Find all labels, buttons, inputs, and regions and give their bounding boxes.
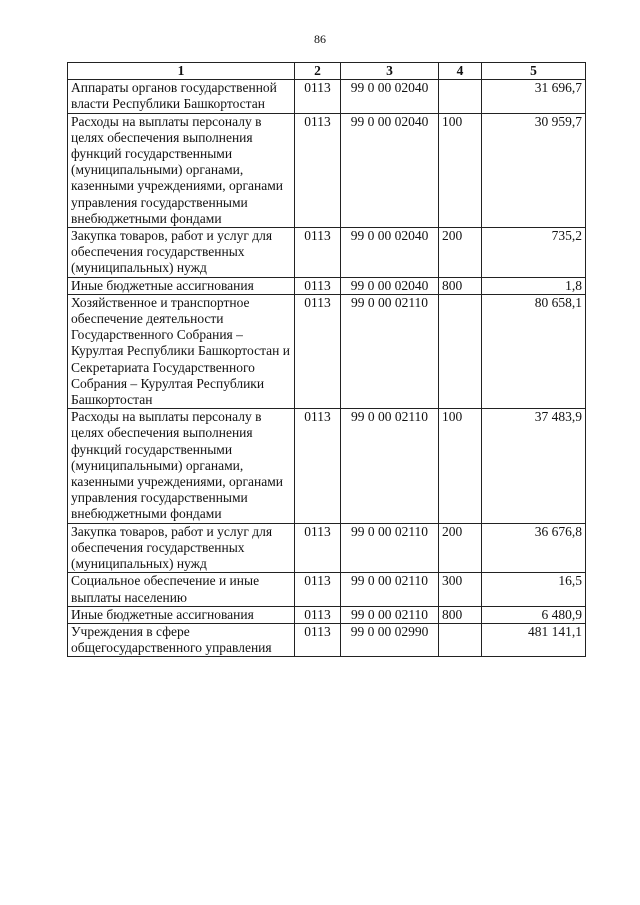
budget-table: [67, 62, 586, 657]
row-section: 0113: [295, 80, 341, 113]
table-row: [68, 623, 586, 656]
row-article: 99 0 00 02110: [341, 294, 439, 408]
table-row: [68, 606, 586, 623]
row-article: 99 0 00 02110: [341, 573, 439, 606]
row-expense-type: [439, 623, 482, 656]
table-header: [68, 63, 586, 80]
row-article: 99 0 00 02040: [341, 80, 439, 113]
row-amount: 6 480,9: [482, 606, 586, 623]
row-section: 0113: [295, 573, 341, 606]
row-amount: 30 959,7: [482, 113, 586, 227]
row-amount: 735,2: [482, 228, 586, 278]
row-section: 0113: [295, 606, 341, 623]
row-name: Хозяйственное и транспортное обеспечение деятельности Государственного Собрания – Курултая Республики Башкортостан и Секретариата Государственного Собрания – Курултая Республики Башкортостан: [68, 294, 295, 408]
row-article: 99 0 00 02110: [341, 523, 439, 573]
table-row: [68, 294, 586, 408]
table-row: [68, 409, 586, 523]
row-amount: 16,5: [482, 573, 586, 606]
row-name: Аппараты органов государственной власти Республики Башкортостан: [68, 80, 295, 113]
row-amount: 80 658,1: [482, 294, 586, 408]
header-row: [68, 63, 586, 80]
row-amount: 481 141,1: [482, 623, 586, 656]
row-name: Социальное обеспечение и иные выплаты населению: [68, 573, 295, 606]
row-name: Закупка товаров, работ и услуг для обеспечения государственных (муниципальных) нужд: [68, 228, 295, 278]
row-section: 0113: [295, 294, 341, 408]
table-row: [68, 523, 586, 573]
table-body: [68, 80, 586, 657]
column-header-3: 3: [341, 63, 439, 80]
row-expense-type: [439, 294, 482, 408]
row-amount: 36 676,8: [482, 523, 586, 573]
row-expense-type: 100: [439, 409, 482, 523]
row-expense-type: [439, 80, 482, 113]
row-amount: 31 696,7: [482, 80, 586, 113]
row-article: 99 0 00 02040: [341, 228, 439, 278]
row-section: 0113: [295, 277, 341, 294]
row-section: 0113: [295, 113, 341, 227]
table-row: [68, 277, 586, 294]
row-expense-type: 800: [439, 606, 482, 623]
column-header-2: 2: [295, 63, 341, 80]
column-header-5: 5: [482, 63, 586, 80]
row-article: 99 0 00 02040: [341, 113, 439, 227]
page-number: 86: [314, 32, 326, 46]
row-article: 99 0 00 02110: [341, 409, 439, 523]
row-article: 99 0 00 02040: [341, 277, 439, 294]
row-section: 0113: [295, 523, 341, 573]
row-article: 99 0 00 02990: [341, 623, 439, 656]
column-header-1: 1: [68, 63, 295, 80]
row-article: 99 0 00 02110: [341, 606, 439, 623]
row-section: 0113: [295, 623, 341, 656]
table-row: [68, 573, 586, 606]
row-expense-type: 800: [439, 277, 482, 294]
table-row: [68, 113, 586, 227]
column-header-4: 4: [439, 63, 482, 80]
row-section: 0113: [295, 409, 341, 523]
row-name: Расходы на выплаты персоналу в целях обеспечения выполнения функций государственными (муниципальными) органами, казенными учреждениями, органами управления государственными внебюджетными фондами: [68, 113, 295, 227]
row-amount: 37 483,9: [482, 409, 586, 523]
table-row: [68, 80, 586, 113]
table-row: [68, 228, 586, 278]
row-name: Иные бюджетные ассигнования: [68, 277, 295, 294]
row-name: Расходы на выплаты персоналу в целях обеспечения выполнения функций государственными (муниципальными) органами, казенными учреждениями, органами управления государственными внебюджетными фондами: [68, 409, 295, 523]
row-name: Иные бюджетные ассигнования: [68, 606, 295, 623]
row-expense-type: 300: [439, 573, 482, 606]
row-name: Учреждения в сфере общегосударственного управления: [68, 623, 295, 656]
row-expense-type: 200: [439, 523, 482, 573]
row-amount: 1,8: [482, 277, 586, 294]
row-expense-type: 100: [439, 113, 482, 227]
row-expense-type: 200: [439, 228, 482, 278]
row-name: Закупка товаров, работ и услуг для обеспечения государственных (муниципальных) нужд: [68, 523, 295, 573]
row-section: 0113: [295, 228, 341, 278]
